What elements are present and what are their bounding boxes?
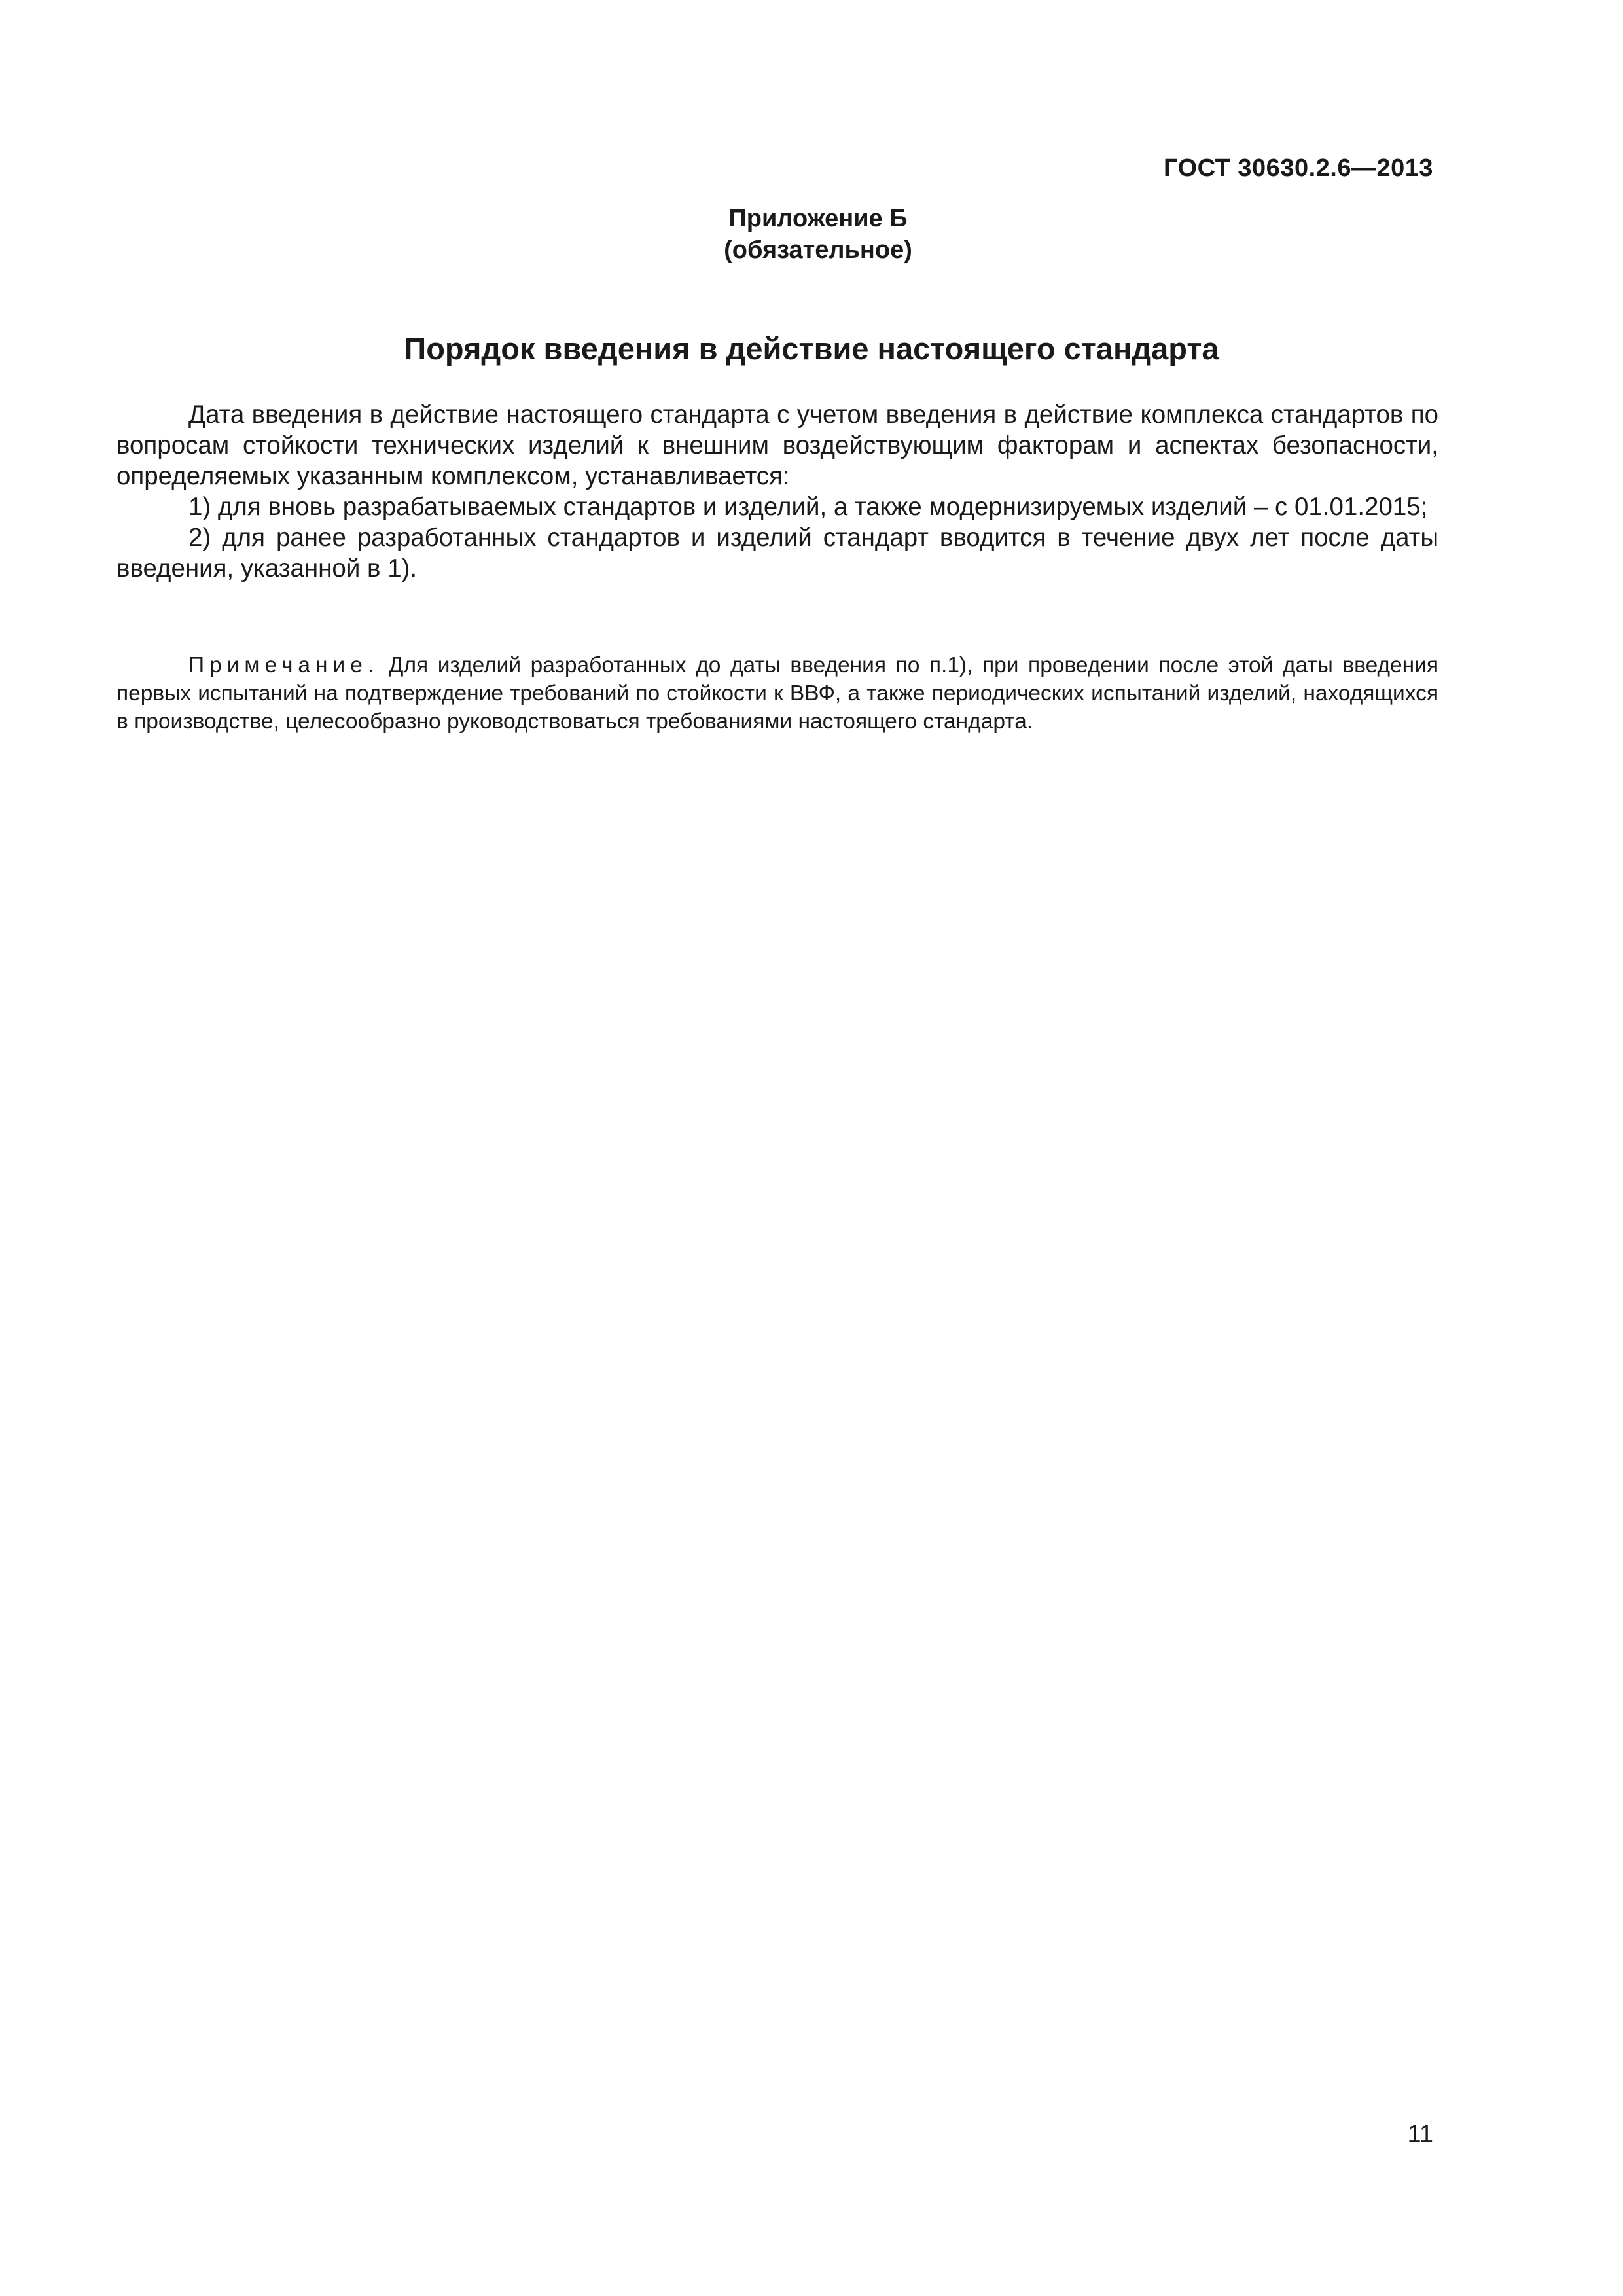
note-text: Для изделий разработанных до даты введения по п.1), при проведении после этой даты введения первых испытаний на подтверждение требований по стойкости к ВВФ, а также периодических испытаний изделий, находящихся в производстве, целесообразно руководствоваться требованиями настоящего стандарта. xyxy=(116,653,1438,734)
page-number: 11 xyxy=(1407,2121,1433,2148)
list-item-2: 2) для ранее разработанных стандартов и изделий стандарт вводится в течение двух лет после даты введения, указанной в 1). xyxy=(116,524,1438,583)
note-label: Примечание. xyxy=(188,653,380,677)
annex-status: (обязательное) xyxy=(724,236,912,264)
note-paragraph xyxy=(116,651,1438,736)
body-text xyxy=(116,399,1438,584)
intro-paragraph: Дата введения в действие настоящего стандарта с учетом введения в действие комплекса стандартов по вопросам стойкости технических изделий к внешним воздействующим факторам и аспектах безопасности, определяемых указанным комплексом, устанавливается: xyxy=(116,401,1438,490)
annex-title: Приложение Б xyxy=(728,205,908,232)
section-title: Порядок введения в действие настоящего стандарта xyxy=(404,331,1219,366)
annex-heading xyxy=(0,203,1623,266)
list-item-1: 1) для вновь разрабатываемых стандартов и изделий, а также модернизируемых изделий – с 01.01.2015; xyxy=(188,493,1428,521)
document-code: ГОСТ 30630.2.6—2013 xyxy=(1164,154,1433,182)
